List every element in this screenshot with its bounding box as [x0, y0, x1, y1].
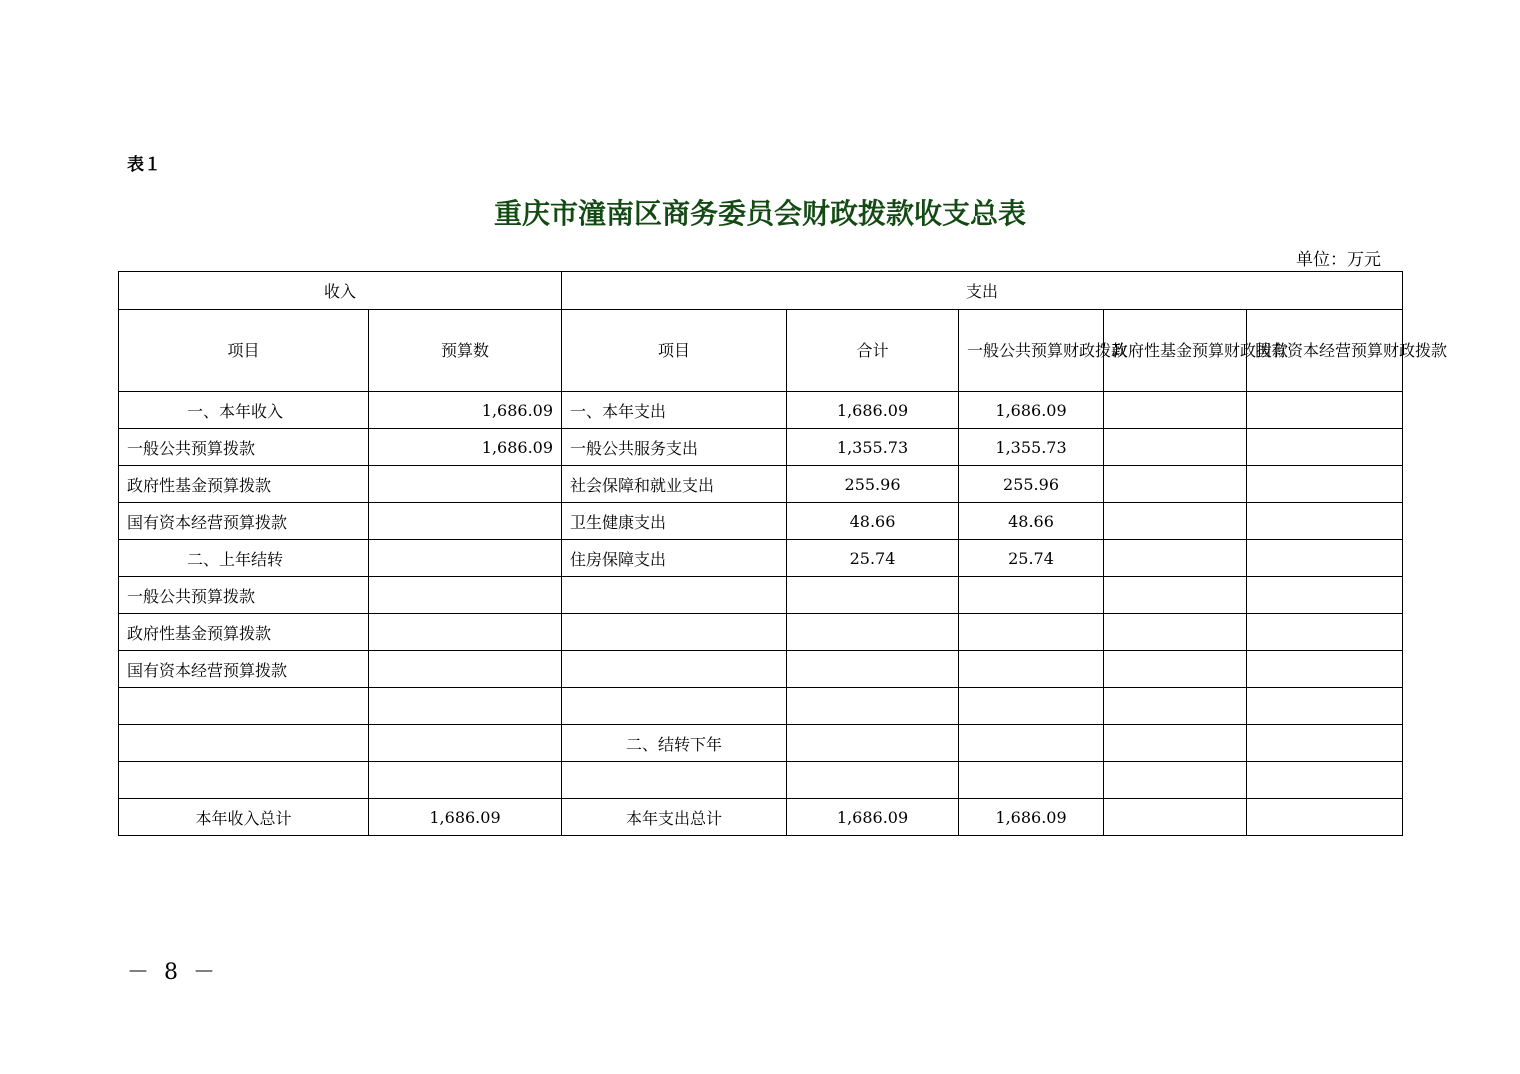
general-public-cell — [959, 762, 1104, 799]
expense-item-cell — [562, 651, 787, 688]
general-public-cell: 1,355.73 — [959, 429, 1104, 466]
total-cell — [787, 762, 959, 799]
budget-cell: 1,686.09 — [369, 392, 562, 429]
income-section-header: 收入 — [119, 272, 562, 310]
total-cell: 1,686.09 — [787, 392, 959, 429]
gov-fund-cell — [1104, 503, 1247, 540]
table-row — [119, 429, 1403, 466]
table-label: 表１ — [127, 155, 161, 175]
state-capital-cell — [1247, 503, 1403, 540]
budget-cell — [369, 503, 562, 540]
general-public-cell — [959, 614, 1104, 651]
table-row — [119, 725, 1403, 762]
table-row — [119, 651, 1403, 688]
income-item-cell — [119, 688, 369, 725]
table-row — [119, 688, 1403, 725]
income-item-cell: 政府性基金预算拨款 — [119, 466, 369, 503]
general-public-total-value: 1,686.09 — [959, 799, 1104, 836]
total-cell: 1,355.73 — [787, 429, 959, 466]
income-total-label: 本年收入总计 — [119, 799, 369, 836]
income-total-value: 1,686.09 — [369, 799, 562, 836]
income-item-cell: 二、上年结转 — [119, 540, 369, 577]
budget-cell — [369, 725, 562, 762]
budget-cell — [369, 651, 562, 688]
income-item-cell — [119, 725, 369, 762]
gov-fund-total-value — [1104, 799, 1247, 836]
col-header-expense-item: 项目 — [562, 310, 787, 392]
total-cell: 48.66 — [787, 503, 959, 540]
state-capital-cell — [1247, 614, 1403, 651]
gov-fund-cell — [1104, 540, 1247, 577]
total-cell — [787, 688, 959, 725]
budget-cell — [369, 466, 562, 503]
state-capital-cell — [1247, 466, 1403, 503]
col-header-income-item: 项目 — [119, 310, 369, 392]
expense-section-header: 支出 — [562, 272, 1403, 310]
expense-item-cell — [562, 688, 787, 725]
expense-item-cell — [562, 762, 787, 799]
gov-fund-cell — [1104, 392, 1247, 429]
page-title: 重庆市潼南区商务委员会财政拨款收支总表 — [493, 197, 1026, 230]
state-capital-cell — [1247, 577, 1403, 614]
gov-fund-cell — [1104, 762, 1247, 799]
table-row — [119, 503, 1403, 540]
total-cell: 25.74 — [787, 540, 959, 577]
gov-fund-cell — [1104, 651, 1247, 688]
total-cell — [787, 651, 959, 688]
gov-fund-cell — [1104, 429, 1247, 466]
general-public-cell — [959, 577, 1104, 614]
state-capital-cell — [1247, 688, 1403, 725]
state-capital-cell — [1247, 725, 1403, 762]
section-header-row — [119, 272, 1403, 310]
state-capital-cell — [1247, 540, 1403, 577]
income-item-cell: 国有资本经营预算拨款 — [119, 503, 369, 540]
state-capital-cell — [1247, 392, 1403, 429]
expense-item-cell — [562, 577, 787, 614]
budget-cell: 1,686.09 — [369, 429, 562, 466]
state-capital-total-value — [1247, 799, 1403, 836]
expense-item-cell: 住房保障支出 — [562, 540, 787, 577]
col-header-state-capital: 国有资本经营预算财政拨款 — [1247, 310, 1403, 392]
total-cell — [787, 725, 959, 762]
budget-cell — [369, 614, 562, 651]
budget-cell — [369, 577, 562, 614]
general-public-cell — [959, 651, 1104, 688]
total-cell: 255.96 — [787, 466, 959, 503]
table-row — [119, 392, 1403, 429]
budget-cell — [369, 540, 562, 577]
col-header-budget: 预算数 — [369, 310, 562, 392]
budget-cell — [369, 762, 562, 799]
finance-summary-table — [118, 271, 1448, 836]
col-header-total: 合计 — [787, 310, 959, 392]
page-number: － 8 － — [127, 960, 219, 985]
expense-item-cell: 一般公共服务支出 — [562, 429, 787, 466]
general-public-cell: 48.66 — [959, 503, 1104, 540]
gov-fund-cell — [1104, 614, 1247, 651]
expense-item-cell: 卫生健康支出 — [562, 503, 787, 540]
state-capital-cell — [1247, 762, 1403, 799]
total-cell — [787, 577, 959, 614]
unit-label: 单位：万元 — [1296, 250, 1381, 270]
table-row — [119, 466, 1403, 503]
general-public-cell: 1,686.09 — [959, 392, 1104, 429]
expense-item-cell: 社会保障和就业支出 — [562, 466, 787, 503]
column-header-row — [119, 310, 1403, 392]
general-public-cell: 255.96 — [959, 466, 1104, 503]
expense-item-cell — [562, 614, 787, 651]
expense-item-cell: 一、本年支出 — [562, 392, 787, 429]
table-row — [119, 762, 1403, 799]
income-item-cell: 国有资本经营预算拨款 — [119, 651, 369, 688]
income-item-cell: 一般公共预算拨款 — [119, 577, 369, 614]
col-header-general-public: 一般公共预算财政拨款 — [959, 310, 1104, 392]
income-item-cell: 政府性基金预算拨款 — [119, 614, 369, 651]
col-header-gov-fund: 政府性基金预算财政拨款 — [1104, 310, 1247, 392]
income-item-cell — [119, 762, 369, 799]
budget-cell — [369, 688, 562, 725]
gov-fund-cell — [1104, 577, 1247, 614]
income-item-cell: 一般公共预算拨款 — [119, 429, 369, 466]
gov-fund-cell — [1104, 466, 1247, 503]
expense-total-label: 本年支出总计 — [562, 799, 787, 836]
table-row — [119, 577, 1403, 614]
total-cell — [787, 614, 959, 651]
gov-fund-cell — [1104, 725, 1247, 762]
table-row — [119, 614, 1403, 651]
totals-row — [119, 799, 1403, 836]
income-item-cell: 一、本年收入 — [119, 392, 369, 429]
general-public-cell — [959, 725, 1104, 762]
general-public-cell — [959, 688, 1104, 725]
table-row — [119, 540, 1403, 577]
expense-total-value: 1,686.09 — [787, 799, 959, 836]
state-capital-cell — [1247, 429, 1403, 466]
state-capital-cell — [1247, 651, 1403, 688]
general-public-cell: 25.74 — [959, 540, 1104, 577]
expense-item-cell: 二、结转下年 — [562, 725, 787, 762]
gov-fund-cell — [1104, 688, 1247, 725]
